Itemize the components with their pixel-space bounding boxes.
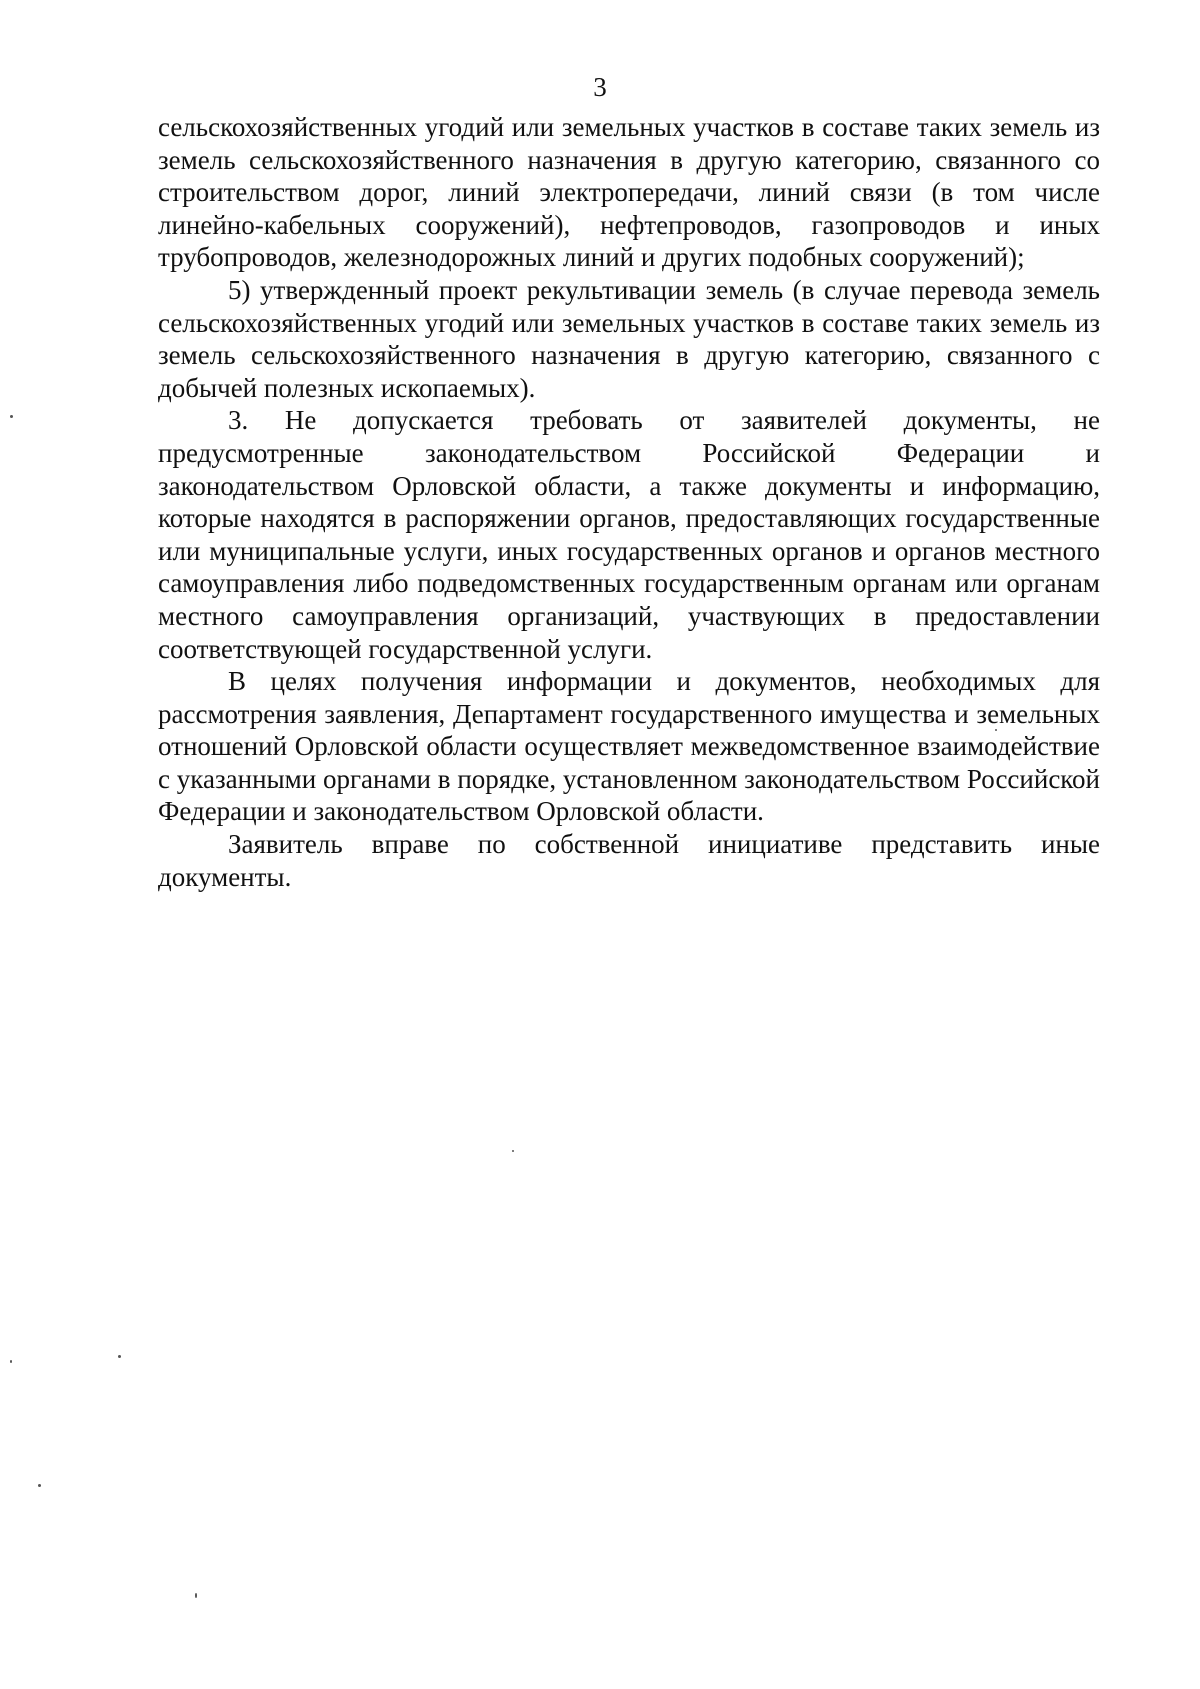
paragraph-item-5: 5) утвержденный проект рекультивации земель (в случае перевода земель сельскохозяйственных угодий или земельных участков в составе таких земель из земель сельскохозяйственного назначения в другую категорию, связанного с добычей полезных ископаемых). [158, 274, 1100, 403]
scan-speck [118, 1355, 121, 1358]
scan-speck [38, 1484, 41, 1487]
paragraph-applicant-right: Заявитель вправе по собственной инициативе представить иные документы. [158, 829, 1100, 892]
document-body [158, 111, 1100, 893]
scan-speck [995, 729, 997, 731]
scan-speck [10, 415, 13, 418]
paragraph-continuation: сельскохозяйственных угодий или земельных участков в составе таких земель из земель сельскохозяйственного назначения в другую категорию, связанного со строительством дорог, линий электропередачи, линий связи (в том числе линейно-кабельных сооружений), нефтепроводов, газопроводов и иных трубопроводов, железнодорожных линий и других подобных сооружений); [158, 112, 1100, 273]
scan-speck [10, 1360, 12, 1363]
scan-speck [512, 1150, 514, 1152]
scan-speck [195, 1593, 197, 1598]
page-number: 3 [593, 72, 607, 102]
paragraph-section-3: 3. Не допускается требовать от заявителей документы, не предусмотренные законодательством Российской Федерации и законодательством Орловской области, а также документы и информацию, которые находятся в распоряжении органов, предоставляющих государственные или муниципальные услуги, иных государственных органов и органов местного самоуправления либо подведомственных государственным органам или органам местного самоуправления организаций, участвующих в предоставлении соответствующей государственной услуги. [158, 405, 1100, 664]
paragraph-interagency: В целях получения информации и документов, необходимых для рассмотрения заявления, Департамент государственного имущества и земельных отношений Орловской области осуществляет межведомственное взаимодействие с указанными органами в порядке, установленном законодательством Российской Федерации и законодательством Орловской области. [158, 666, 1100, 827]
